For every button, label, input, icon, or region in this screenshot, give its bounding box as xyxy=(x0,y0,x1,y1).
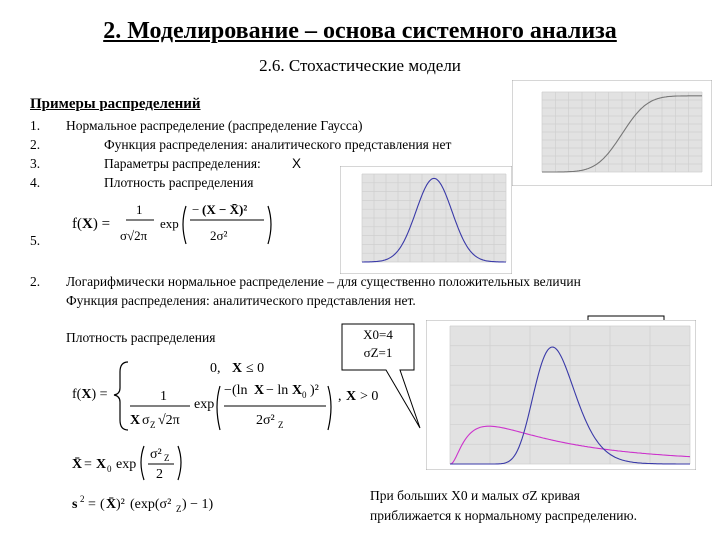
svg-text:Z: Z xyxy=(164,453,170,463)
svg-text:2σ²: 2σ² xyxy=(210,228,228,243)
svg-text:σ√2π: σ√2π xyxy=(120,228,148,243)
svg-text:X: X xyxy=(346,389,357,404)
normal-density-formula xyxy=(70,198,280,250)
param-symbol: X xyxy=(292,156,302,171)
list-item-text: Параметры распределения: xyxy=(104,156,261,171)
bubble1-line2: σZ=1 xyxy=(363,345,393,360)
list-item-number: 3. xyxy=(30,156,41,171)
svg-text:Z: Z xyxy=(176,504,182,514)
svg-text:X: X xyxy=(254,383,265,398)
svg-text:=: = xyxy=(88,497,96,512)
page-title: 2. Моделирование – основа системного анализа xyxy=(103,18,617,44)
svg-text:√2π: √2π xyxy=(158,413,180,428)
svg-text:2: 2 xyxy=(156,467,163,482)
lognormal-line1: Логарифмически нормальное распределение – для существенно положительных величин xyxy=(66,274,581,289)
normal-density-chart xyxy=(340,166,512,274)
svg-text:≤ 0: ≤ 0 xyxy=(246,361,265,376)
svg-text:) − 1): ) − 1) xyxy=(182,497,214,512)
svg-text:0,: 0, xyxy=(210,361,221,376)
svg-text:−: − xyxy=(224,383,232,398)
list-item-text: Плотность распределения xyxy=(104,175,254,190)
svg-text:)²: )² xyxy=(310,383,319,398)
conclusion-line1: При больших X0 и малых σZ кривая xyxy=(370,488,580,503)
svg-text:=: = xyxy=(84,457,92,472)
list-item-number: 2. xyxy=(30,137,41,152)
lognormal-number: 2. xyxy=(30,274,41,289)
svg-text:X: X xyxy=(96,457,107,472)
svg-text:f(X) =: f(X) = xyxy=(72,216,111,232)
svg-text:0: 0 xyxy=(302,390,307,400)
svg-text:(: ( xyxy=(100,497,105,512)
svg-text:− ln: − ln xyxy=(266,383,289,398)
svg-text:X: X xyxy=(232,361,243,376)
svg-text:exp: exp xyxy=(116,457,137,472)
svg-text:Z: Z xyxy=(150,420,156,430)
svg-text:,: , xyxy=(338,389,342,404)
list-item-text: Функция распределения: аналитического представления нет xyxy=(104,137,452,152)
svg-text:(exp(σ²: (exp(σ² xyxy=(130,497,172,512)
bubble1-line1: X0=4 xyxy=(363,327,393,342)
svg-text:exp: exp xyxy=(160,216,179,231)
svg-text:X: X xyxy=(130,413,141,428)
svg-text:Z: Z xyxy=(278,420,284,430)
svg-text:1: 1 xyxy=(136,202,143,217)
list-item-number: 4. xyxy=(30,175,41,190)
list-item-number: 1. xyxy=(30,118,41,133)
svg-text:1: 1 xyxy=(160,389,167,404)
normal-cdf-chart xyxy=(512,80,712,186)
lognormal-density-label: Плотность распределения xyxy=(66,330,216,345)
svg-text:)²: )² xyxy=(116,497,125,512)
examples-heading: Примеры распределений xyxy=(30,96,201,112)
svg-text:−: − xyxy=(192,202,200,217)
list-item-number: 5. xyxy=(30,233,41,248)
conclusion-line2: приближается к нормальному распределению. xyxy=(370,508,637,523)
svg-text:f(X) =: f(X) = xyxy=(72,387,108,402)
page-subtitle: 2.6. Стохастические модели xyxy=(259,56,461,75)
svg-text:(X − X̄)²: (X − X̄)² xyxy=(202,202,248,217)
svg-text:(ln: (ln xyxy=(232,383,248,398)
svg-text:s: s xyxy=(72,497,78,512)
svg-text:σ: σ xyxy=(142,413,150,428)
lognormal-line2: Функция распределения: аналитического представления нет. xyxy=(66,293,416,308)
svg-text:> 0: > 0 xyxy=(360,389,379,404)
lognormal-density-chart xyxy=(426,320,696,470)
svg-text:σ²: σ² xyxy=(150,447,162,462)
svg-text:X: X xyxy=(292,383,303,398)
svg-text:X̄: X̄ xyxy=(72,457,83,472)
svg-text:2σ²: 2σ² xyxy=(256,413,275,428)
list-item-text: Нормальное распределение (распределение Гаусса) xyxy=(66,118,363,133)
svg-text:0: 0 xyxy=(107,464,112,474)
svg-text:2: 2 xyxy=(80,494,85,504)
svg-text:exp: exp xyxy=(194,397,215,412)
svg-text:X̄: X̄ xyxy=(106,497,117,512)
